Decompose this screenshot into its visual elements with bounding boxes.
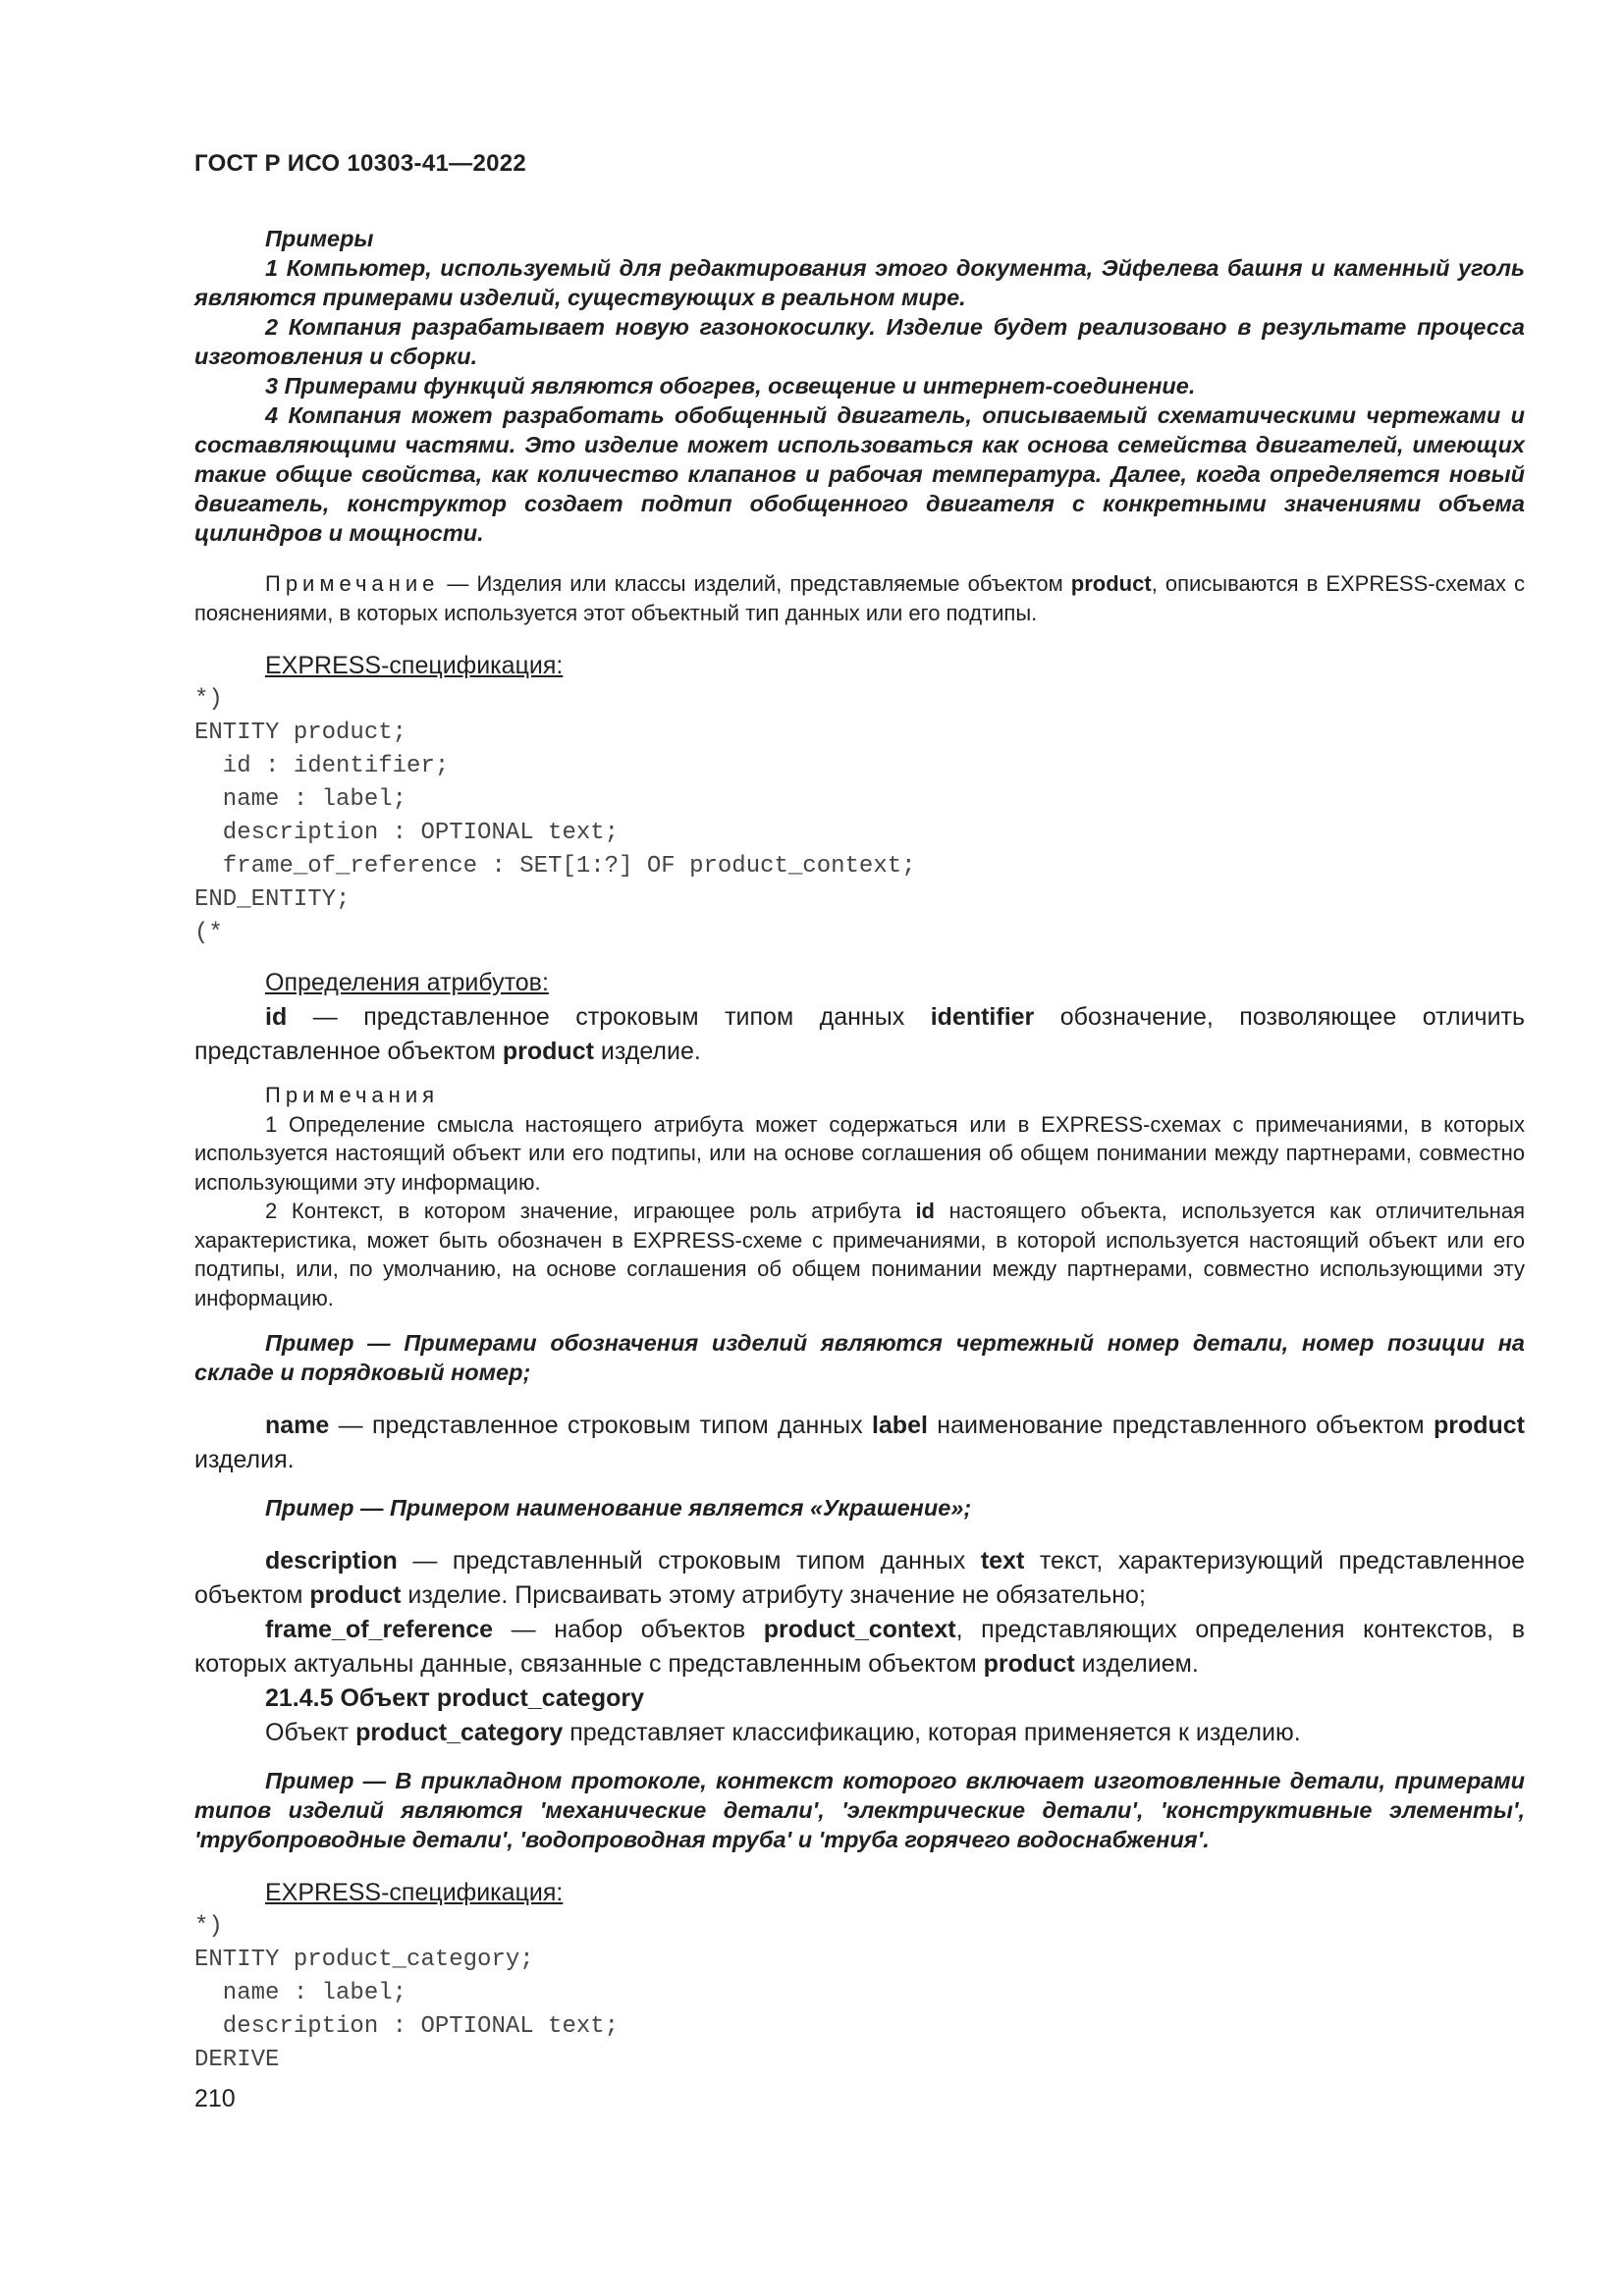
examples-block — [194, 224, 1525, 548]
page-header: ГОСТ Р ИСО 10303-41—2022 — [194, 150, 527, 177]
attributes-heading: Определения атрибутов: — [265, 969, 549, 996]
section-heading: 21.4.5 Объект product_category — [265, 1684, 644, 1712]
notes-label: Примечания — [265, 1083, 440, 1107]
examples-heading: Примеры — [265, 226, 374, 251]
express-code-product: *) ENTITY product; id : identifier; name : label; description : OPTIONAL text; frame_of_reference : SET[1:?] OF product_context; END_ENTITY; (* — [194, 686, 916, 946]
attribute-note-1: 1 Определение смысла настоящего атрибута может содержаться или в EXPRESS-схемах с примечаниями, в которых используется настоящий объект или его подтипы, или на основе соглашения об общем понимании между партнерами, совместно использующими эту информацию. — [194, 1111, 1525, 1195]
section-intro: Объект product_category представляет классификацию, которая применяется к изделию. — [265, 1719, 1301, 1746]
example-name: Пример — Примером наименование является «Украшение»; — [265, 1495, 972, 1521]
example-3: 3 Примерами функций являются обогрев, освещение и интернет-соединение. — [265, 373, 1196, 399]
express-code-product-category: *) ENTITY product_category; name : label; description : OPTIONAL text; DERIVE — [194, 1913, 620, 2073]
example-identifier: Пример — Примерами обозначения изделий являются чертежный номер детали, номер позиции на складе и порядковый номер; — [194, 1330, 1525, 1385]
attribute-name: name — представленное строковым типом данных label наименование представленного объектом product изделия. — [194, 1412, 1525, 1473]
attribute-note-2: 2 Контекст, в котором значение, играющее роль атрибута id настоящего объекта, используется как отличительная характеристика, может быть обозначен в EXPRESS-схеме с примечаниями, в которой используется настоящий объект или его подтипы, или, по умолчанию, на основе соглашения об общем понимании между партнерами, совместно использующими эту информацию. — [194, 1199, 1525, 1310]
note-label: Примечание — [265, 571, 440, 596]
express-spec-label: EXPRESS-спецификация: — [265, 652, 564, 679]
page-content — [194, 224, 1525, 2077]
attribute-frame-of-reference: frame_of_reference — набор объектов product_context, представляющих определения контекстов, в которых актуальны данные, связанные с представленным объектом product изделием. — [194, 1616, 1525, 1678]
express-spec-label-2: EXPRESS-спецификация: — [265, 1879, 564, 1906]
attribute-description: description — представленный строковым типом данных text текст, характеризующий представленное объектом product изделие. Присваивать этому атрибуту значение не обязательно; — [194, 1547, 1526, 1609]
product-note: Примечание — Изделия или классы изделий, представляемые объектом product, описываются в EXPRESS-схемах с пояснениями, в которых используется этот объектный тип данных или его подтипы. — [194, 571, 1525, 625]
example-2: 2 Компания разрабатывает новую газонокосилку. Изделие будет реализовано в результате процесса изготовления и сборки. — [194, 314, 1525, 369]
example-1: 1 Компьютер, используемый для редактирования этого документа, Эйфелева башня и каменный уголь являются примерами изделий, существующих в реальном мире. — [194, 255, 1525, 310]
example-4: 4 Компания может разработать обобщенный двигатель, описываемый схематическими чертежами и составляющими частями. Это изделие может использоваться как основа семейства двигателей, имеющих такие общие свойства, как количество клапанов и рабочая температура. Далее, когда определяется новый двигатель, конструктор создает подтип обобщенного двигателя с конкретными значениями объема цилиндров и мощности. — [194, 402, 1525, 546]
example-product-category: Пример — В прикладном протоколе, контекст которого включает изготовленные детали, примерами типов изделий являются 'механические детали', 'электрические детали', 'конструктивные элементы', 'трубопроводные детали', 'водопроводная труба' и 'труба горячего водоснабжения'. — [194, 1768, 1525, 1852]
attribute-id: id — представленное строковым типом данных identifier обозначение, позволяющее отличить представленное объектом product изделие. — [194, 1003, 1526, 1065]
page-number: 210 — [194, 2085, 236, 2112]
